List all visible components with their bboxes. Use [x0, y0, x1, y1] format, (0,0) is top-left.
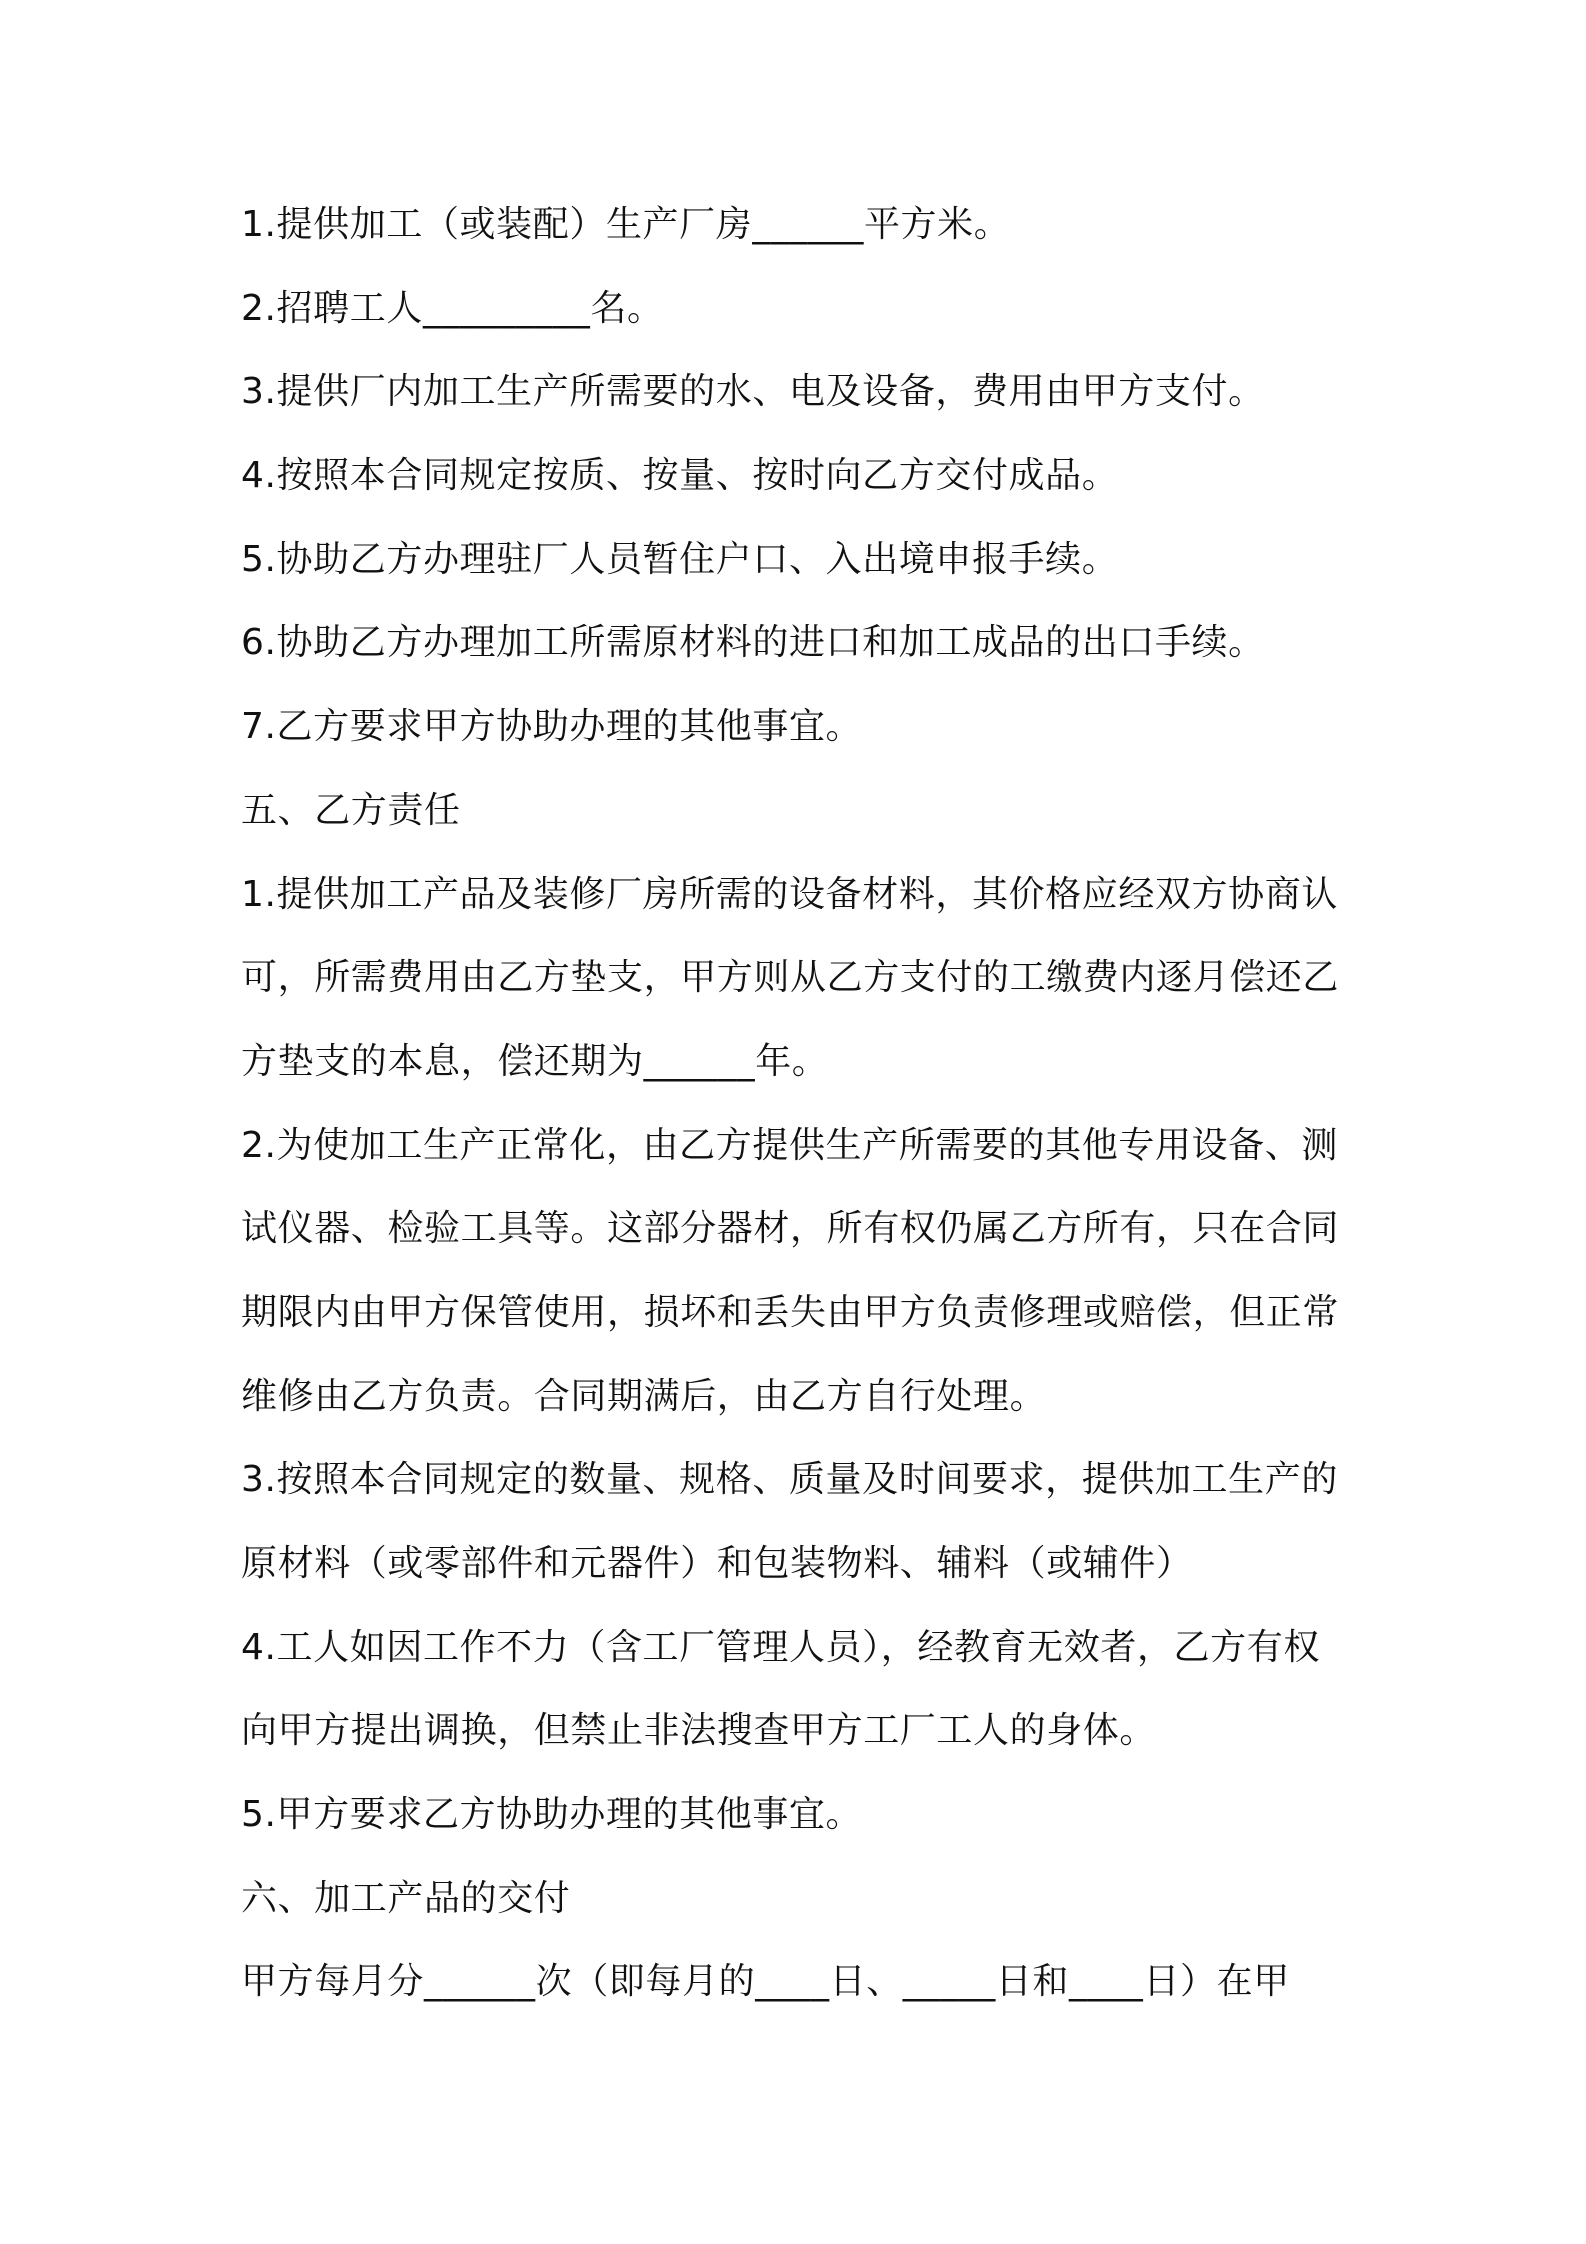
- text-line: 7.乙方要求甲方协助办理的其他事宜。: [241, 706, 863, 748]
- section-heading: 六、加工产品的交付: [241, 1877, 571, 1919]
- text-line: 1.提供加工产品及装修厂房所需的设备材料，其价格应经双方协商认: [241, 873, 1338, 915]
- text-line: 4.工人如因工作不力（含工厂管理人员），经教育无效者，乙方有权: [241, 1626, 1320, 1668]
- text-line: 3.按照本合同规定的数量、规格、质量及时间要求，提供加工生产的: [241, 1459, 1338, 1501]
- text-line: 维修由乙方负责。合同期满后，由乙方自行处理。: [241, 1375, 1047, 1417]
- text-line: 1.提供加工（或装配）生产厂房______平方米。: [241, 204, 1011, 245]
- text-line: 2.为使加工生产正常化，由乙方提供生产所需要的其他专用设备、测: [241, 1124, 1338, 1166]
- text-line: 期限内由甲方保管使用，损坏和丢失由甲方负责修理或赔偿，但正常: [241, 1291, 1340, 1333]
- text-line: 可，所需费用由乙方垫支，甲方则从乙方支付的工缴费内逐月偿还乙: [241, 957, 1340, 999]
- text-line: 试仪器、检验工具等。这部分器材，所有权仍属乙方所有，只在合同: [241, 1208, 1340, 1250]
- document-body: [241, 197, 1361, 2038]
- text-line: 3.提供厂内加工生产所需要的水、电及设备，费用由甲方支付。: [241, 371, 1265, 413]
- section-heading: 五、乙方责任: [241, 789, 461, 831]
- text-line: 向甲方提出调换，但禁止非法搜查甲方工厂工人的身体。: [241, 1710, 1157, 1752]
- text-line: 方垫支的本息，偿还期为______年。: [241, 1040, 829, 1082]
- text-line: 5.甲方要求乙方协助办理的其他事宜。: [241, 1794, 863, 1836]
- text-line: 甲方每月分______次（即每月的____日、_____日和____日）在甲: [241, 1961, 1290, 2003]
- text-line: 4.按照本合同规定按质、按量、按时向乙方交付成品。: [241, 455, 1119, 497]
- text-line: 6.协助乙方办理加工所需原材料的进口和加工成品的出口手续。: [241, 622, 1265, 664]
- text-line: 2.招聘工人_________名。: [241, 287, 664, 329]
- text-line: 5.协助乙方办理驻厂人员暂住户口、入出境申报手续。: [241, 538, 1119, 580]
- text-line: 原材料（或零部件和元器件）和包装物料、辅料（或辅件）: [241, 1543, 1193, 1584]
